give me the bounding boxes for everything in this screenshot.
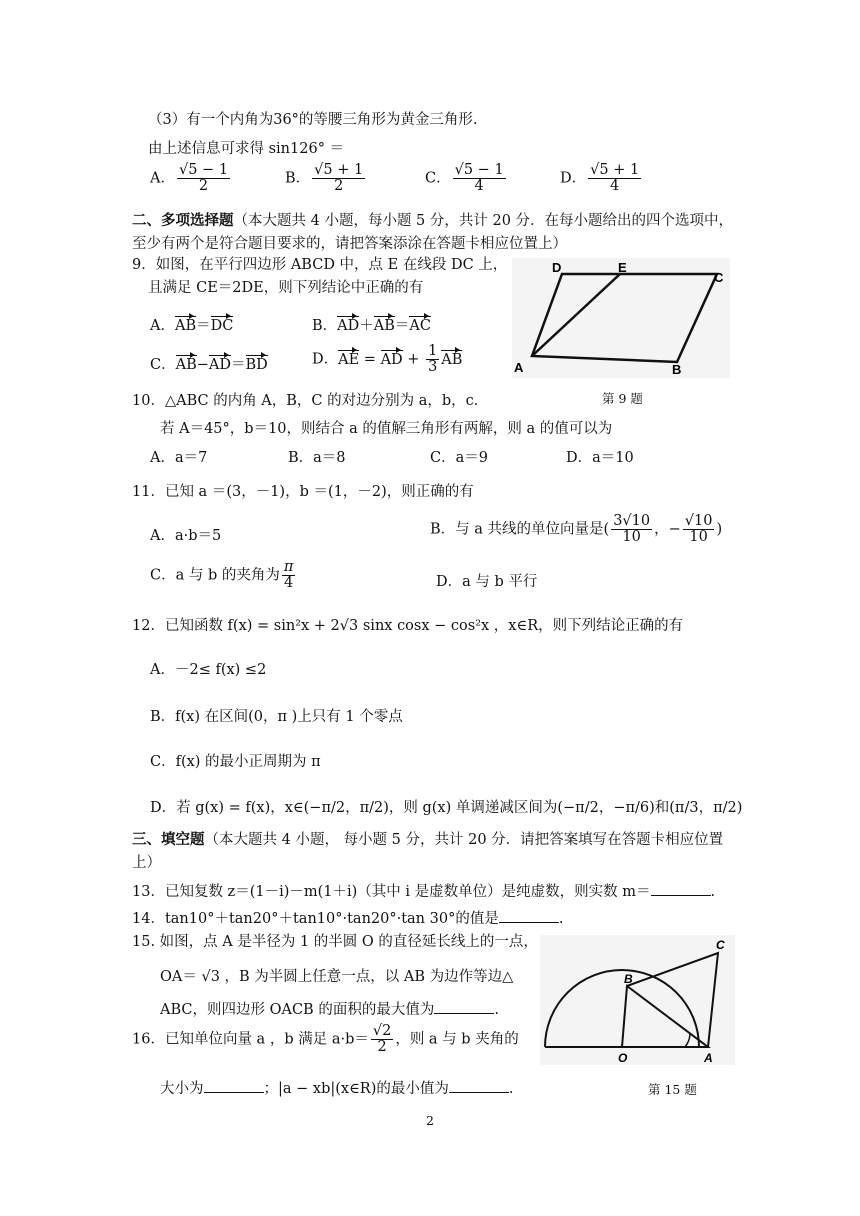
- label-o: O: [618, 1051, 628, 1065]
- section3-line2: 上）: [132, 855, 161, 871]
- q16-answer-blank-2[interactable]: [449, 1080, 509, 1093]
- q15-stem-line3: ABC，则四边形 OACB 的面积的最大值为 .: [160, 1002, 499, 1018]
- q9-option-d: D．AE = AD + $\frac{1}{3}$ AB: [312, 343, 463, 376]
- section3-line1: 三、填空题（本大题共 4 小题， 每小题 5 分，共计 20 分．请把答案填写在答题卡相应位置: [132, 831, 724, 848]
- label-d: D: [552, 260, 562, 275]
- q12-option-d: D．若 g(x) = f(x)，x∈(−π/2，π/2)，则 g(x) 单调递减区间为(−π/2，−π/6)和(π/3，π/2): [150, 800, 743, 816]
- q16-stem-line2: 大小为 ；|a − xb|(x∈R)的最小值为 .: [160, 1081, 514, 1097]
- q12-option-b: B．f(x) 在区间(0，π )上只有 1 个零点: [150, 709, 403, 725]
- q12-option-c: C．f(x) 的最小正周期为 π: [150, 754, 321, 770]
- q15-answer-blank[interactable]: [434, 1001, 494, 1014]
- q11-option-c: C．a 与 b 的夹角为 $\frac{\pi}{4}$: [150, 559, 294, 592]
- q16-stem-line1: 16．已知单位向量 a ，b 满足 a·b＝ $\frac{√2}{2}$ ，则 a 与 b 夹角的: [132, 1023, 519, 1056]
- intro-option-c: C． $\frac{√5 - 1}{4}$: [425, 162, 504, 195]
- label-c: C: [714, 270, 724, 285]
- q10-stem-line2: 若 A＝45°，b＝10，则结合 a 的值解三角形有两解，则 a 的值可以为: [160, 421, 613, 437]
- q15-stem-line1: 15. 如图，点 A 是半径为 1 的半圆 O 的直径延长线上的一点，: [132, 934, 538, 950]
- q14-stem: 14．tan10°＋tan20°＋tan10°·tan20°·tan 30°的值是 .: [132, 911, 564, 927]
- q9-option-c: C．AB−AD＝BD: [150, 357, 268, 373]
- label-a: A: [514, 360, 524, 375]
- q10-stem-line1: 10．△ABC 的内角 A，B，C 的对边分别为 a，b，c．: [132, 393, 489, 409]
- q15-stem-line2: OA＝ √3 ，B 为半圆上任意一点，以 AB 为边作等边△: [160, 969, 514, 985]
- q9-figure: [512, 258, 730, 378]
- intro-option-a: A． $\frac{√5 - 1}{2}$: [150, 162, 229, 195]
- intro-option-b: B． $\frac{√5 + 1}{2}$: [285, 162, 364, 195]
- q9-stem-line2: 且满足 CE＝2DE，则下列结论中正确的有: [148, 280, 424, 296]
- q16-answer-blank-1[interactable]: [204, 1080, 264, 1093]
- q9-option-b: B．AD＋AB＝AC: [312, 318, 431, 334]
- intro-option-d: D． $\frac{√5 + 1}{4}$: [560, 162, 640, 195]
- q10-option-a: A．a＝7: [150, 450, 208, 466]
- q14-answer-blank[interactable]: [499, 910, 559, 923]
- intro-ask: 由上述信息可求得 sin126° ＝: [148, 141, 345, 157]
- label-c: C: [716, 938, 725, 952]
- q10-option-d: D．a＝10: [566, 450, 634, 466]
- q10-option-b: B．a＝8: [288, 450, 346, 466]
- q9-stem-line1: 9．如图，在平行四边形 ABCD 中，点 E 在线段 DC 上，: [132, 257, 508, 273]
- q11-option-d: D．a 与 b 平行: [436, 574, 538, 590]
- q15-figure-caption: 第 15 题: [648, 1082, 697, 1097]
- section2-line2: 至少有两个是符合题目要求的，请把答案添涂在答题卡相应位置上）: [132, 236, 567, 252]
- label-e: E: [618, 260, 627, 275]
- label-b: B: [624, 972, 633, 986]
- q9-option-a: A．AB＝DC: [150, 318, 234, 334]
- label-a: A: [704, 1051, 713, 1065]
- q11-stem: 11．已知 a ＝(3，－1)，b ＝(1，－2)，则正确的有: [132, 484, 474, 500]
- q12-stem: 12．已知函数 f(x) = sin²x + 2√3 sinx cosx − cos²x ，x∈R，则下列结论正确的有: [132, 618, 684, 634]
- q9-figure-caption: 第 9 题: [602, 391, 643, 406]
- q12-option-a: A．－2≤ f(x) ≤2: [150, 662, 267, 678]
- q13-stem: 13．已知复数 z＝(1－i)－m(1＋i)（其中 i 是虚数单位）是纯虚数，则实数 m＝ .: [132, 884, 716, 900]
- label-b: B: [672, 362, 682, 377]
- intro-item3: （3）有一个内角为36°的等腰三角形为黄金三角形.: [148, 112, 478, 128]
- section2-line1: 二、多项选择题（本大题共 4 小题，每小题 5 分，共计 20 分．在每小题给出的四个选项中，: [132, 212, 734, 229]
- q13-answer-blank[interactable]: [651, 883, 711, 896]
- q11-option-a: A．a·b＝5: [150, 528, 222, 544]
- q15-figure: [540, 935, 735, 1065]
- q11-option-b: B．与 a 共线的单位向量是( $\frac{3√10}{10}$ ，− $\frac{√10}{10}$ ): [430, 513, 723, 546]
- q10-option-c: C．a＝9: [430, 450, 488, 466]
- page-number: 2: [426, 1113, 434, 1128]
